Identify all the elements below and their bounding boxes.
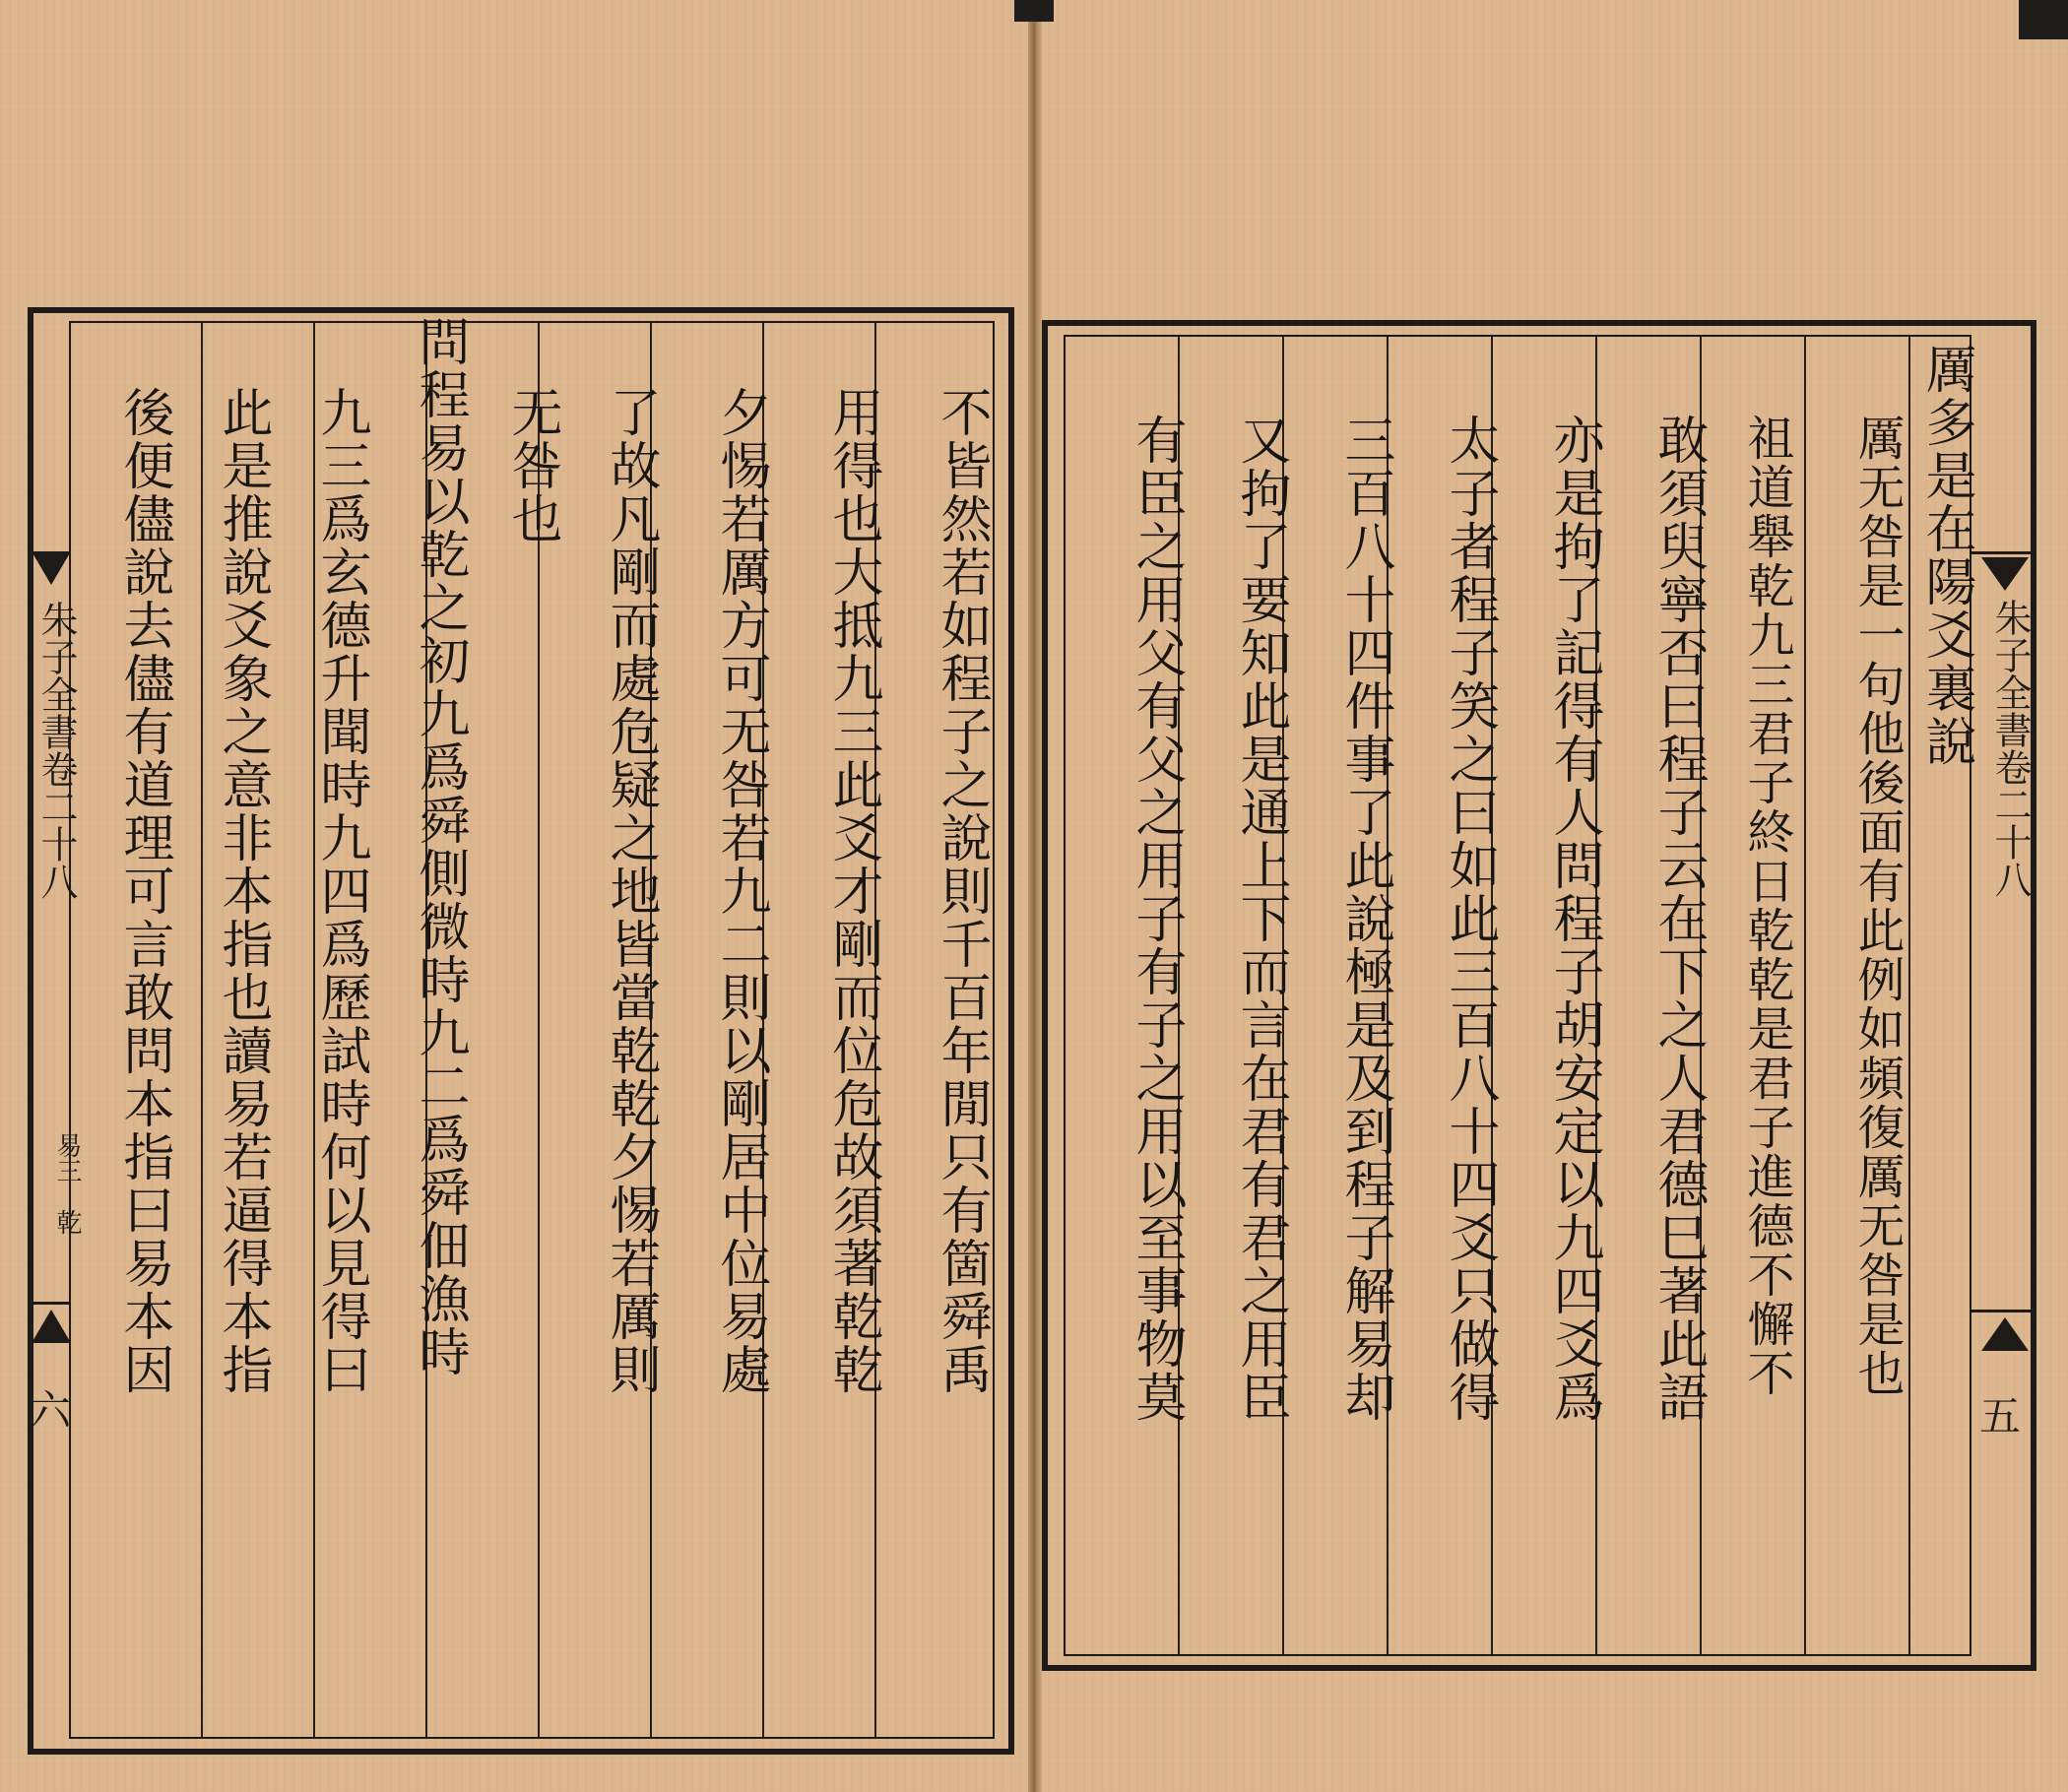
left-column-7: 九三爲玄德升聞時九四爲歷試時何以見得曰 (311, 386, 370, 1396)
left-column-3: 夕惕若厲方可无咎若九二則以剛居中位易處 (711, 386, 770, 1396)
book-gutter (1028, 0, 1042, 1792)
left-column-6: 問程易以乾之初九爲舜側微時九二爲舜佃漁時 (410, 315, 469, 1378)
right-column-2: 厲无咎是一句他後面有此例如頻復厲无咎是也 (1849, 414, 1905, 1398)
left-column-8: 此是推說爻象之意非本指也讀易若逼得本指 (213, 386, 272, 1396)
left-column-2: 用得也大抵九三此爻才剛而位危故須著乾乾 (823, 386, 882, 1396)
left-fish-tail-top (32, 551, 71, 585)
right-fish-tail-bottom (1981, 1317, 2029, 1351)
left-margin-rule-bottom (30, 1302, 71, 1305)
left-page-number: 六 (30, 1386, 72, 1435)
right-column-9: 有臣之用父有父之用子有子之用以至事物莫 (1127, 414, 1186, 1424)
right-column-5: 亦是拘了記得有人問程子胡安定以九四爻爲 (1544, 414, 1603, 1424)
binding-thread-top (1014, 0, 1054, 22)
binding-corner (2019, 0, 2068, 39)
right-column-8: 又拘了要知此是通上下而言在君有君之用臣 (1231, 414, 1290, 1424)
right-column-6: 太子者程子笑之曰如此三百八十四爻只做得 (1440, 414, 1499, 1424)
left-column-9: 後便儘說去儘有道理可言敢問本指曰易本因 (114, 386, 173, 1396)
left-fish-tail-bottom (32, 1310, 71, 1343)
left-book-title: 朱子全書卷二十八 (34, 601, 78, 900)
right-page-number: 五 (1979, 1392, 2022, 1440)
right-column-3: 祖道舉乾九三君子終日乾乾是君子進德不懈不 (1739, 414, 1794, 1398)
column-rule (1804, 337, 1806, 1654)
right-book-title: 朱子全書卷二十八 (1988, 599, 2032, 898)
right-margin-rule-bottom (1971, 1310, 2035, 1312)
right-column-1: 厲多是在陽爻裏說 (1916, 343, 1975, 768)
left-column-1: 不皆然若如程子之說則千百年閒只有箇舜禹 (932, 386, 991, 1396)
left-section-label: 易三 乾 (52, 1132, 82, 1235)
right-column-7: 三百八十四件事了此說極是及到程子解易却 (1335, 414, 1394, 1424)
left-column-4: 了故凡剛而處危疑之地皆當乾乾夕惕若厲則 (601, 386, 660, 1396)
right-column-4: 敢須臾寧否曰程子云在下之人君德巳著此語 (1648, 414, 1708, 1424)
left-column-5: 无咎也 (502, 386, 561, 545)
